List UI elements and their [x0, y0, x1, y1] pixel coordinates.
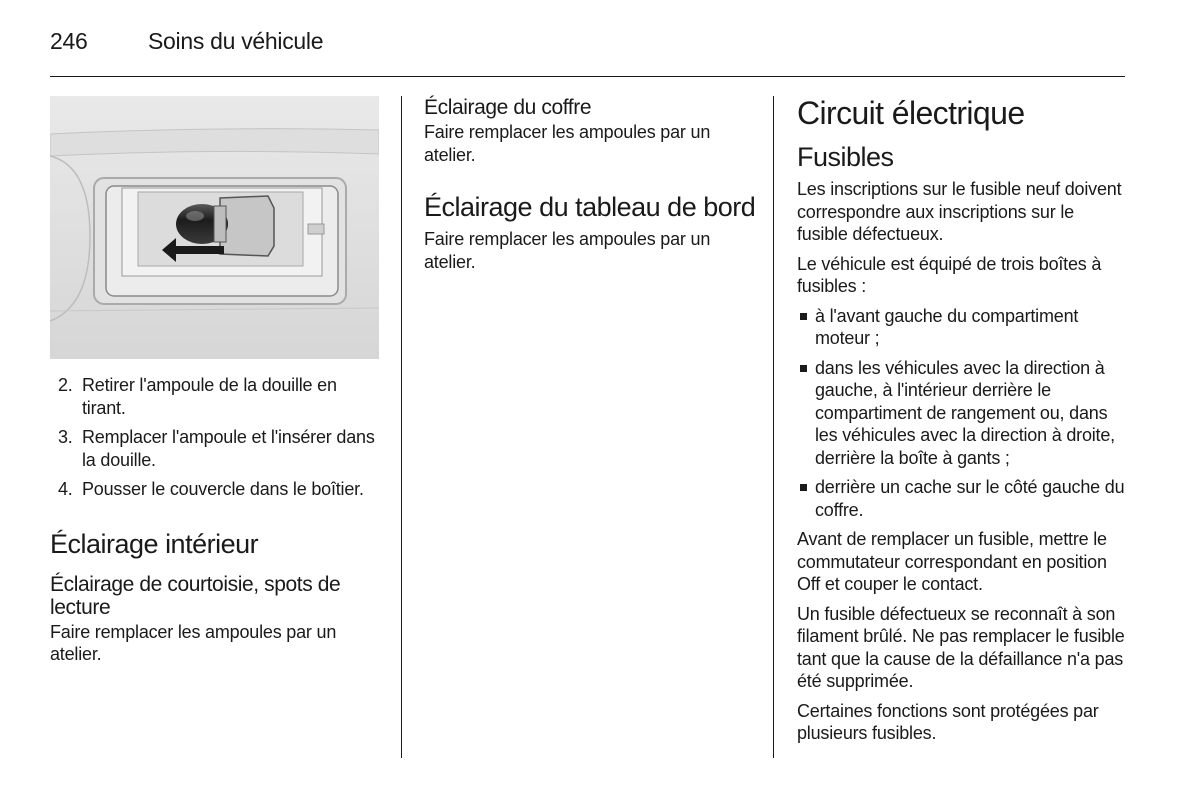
section-text-tableau-de-bord: Faire remplacer les ampoules par un atelier. [424, 229, 711, 272]
bulb-removal-illustration [50, 96, 379, 359]
header-title: Soins du véhicule [148, 28, 324, 54]
step-text: Pousser le couvercle dans le boîtier. [82, 479, 364, 499]
column-divider-right [773, 96, 774, 758]
chapter-title-circuit-electrique: Circuit électrique [797, 95, 1025, 131]
section-title-eclairage-interieur: Éclairage intérieur [50, 528, 259, 559]
paragraph: Le véhicule est équipé de trois boîtes à fusibles : [797, 253, 1102, 296]
fuse-box-locations-list [797, 305, 1129, 522]
list-item: dans les véhicules avec la direction à gauche, à l'intérieur derrière le compartiment de rangement ou, dans les véhicules avec la direction à droite, derrière la boîte à gants ; [797, 357, 1129, 470]
page-header [50, 24, 1125, 77]
column-middle [424, 96, 759, 280]
subsection-text-courtoisie: Faire remplacer les ampoules par un atelier. [50, 621, 337, 664]
list-item: derrière un cache sur le côté gauche du coffre. [797, 476, 1129, 521]
list-item: à l'avant gauche du compartiment moteur ; [797, 305, 1129, 350]
step-number: 4. [58, 479, 73, 499]
paragraph: Certaines fonctions sont protégées par plusieurs fusibles. [797, 700, 1099, 743]
step-text: Retirer l'ampoule de la douille en tirant. [82, 375, 337, 418]
step-number: 3. [58, 427, 73, 447]
paragraph: Un fusible défectueux se reconnaît à son filament brûlé. Ne pas remplacer le fusible tant que la cause de la défaillance n'a pas été supprimée. [797, 603, 1125, 691]
subsection-title-courtoisie: Éclairage de courtoisie, spots de lecture [50, 572, 341, 619]
section-title-tableau-de-bord: Éclairage du tableau de bord [424, 192, 756, 222]
list-item [50, 478, 380, 501]
page-number: 246 [50, 28, 88, 54]
paragraph: Avant de remplacer un fusible, mettre le commutateur correspondant en position Off et couper le contact. [797, 529, 1107, 594]
subsection-title-coffre: Éclairage du coffre [424, 96, 592, 119]
paragraph: Les inscriptions sur le fusible neuf doivent correspondre aux inscriptions sur le fusible défectueux. [797, 179, 1122, 244]
list-item [50, 374, 380, 419]
column-left [50, 96, 380, 673]
list-item [50, 426, 380, 471]
column-divider-left [401, 96, 402, 758]
section-title-fusibles: Fusibles [797, 142, 894, 172]
step-text: Remplacer l'ampoule et l'insérer dans la douille. [82, 427, 375, 470]
subsection-text-coffre: Faire remplacer les ampoules par un atelier. [424, 122, 711, 165]
step-number: 2. [58, 375, 73, 395]
column-right [797, 96, 1129, 752]
steps-list [50, 374, 380, 501]
